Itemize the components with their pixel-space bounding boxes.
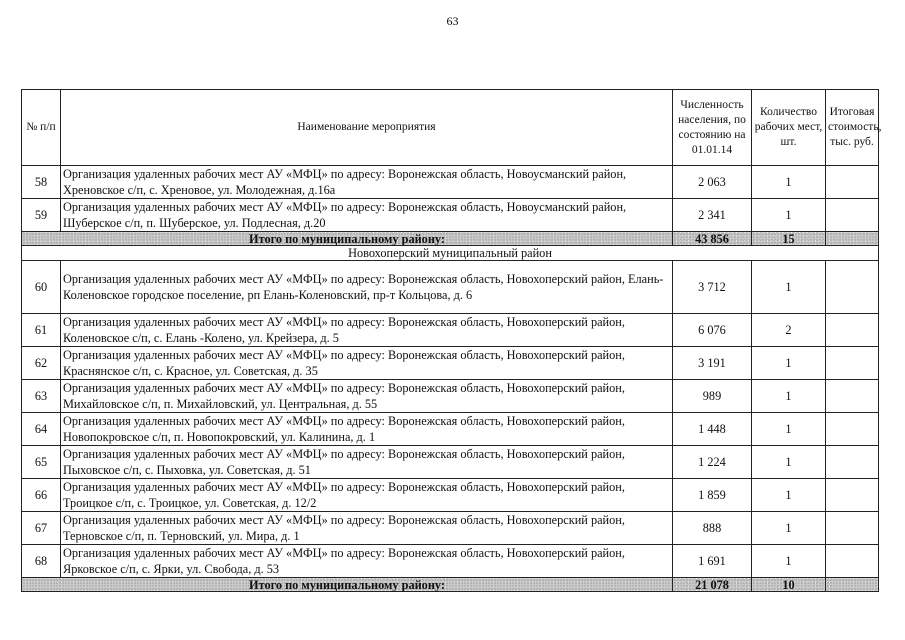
header-population: Численность населения, по состоянию на 01.01.14 [673, 90, 752, 166]
row-cost [826, 347, 879, 380]
row-num: 61 [22, 314, 61, 347]
total-workplaces: 15 [752, 232, 826, 246]
total-label: Итого по муниципальному району: [22, 232, 673, 246]
header-num: № п/п [22, 90, 61, 166]
row-population: 1 224 [673, 446, 752, 479]
row-name: Организация удаленных рабочих мест АУ «МФЦ» по адресу: Воронежская область, Новоусманский район, Хреновское с/п, с. Хреновое, ул. Молодежная, д.16а [61, 166, 673, 199]
table-row [22, 413, 879, 446]
row-workplaces: 1 [752, 199, 826, 232]
row-cost [826, 166, 879, 199]
row-name: Организация удаленных рабочих мест АУ «МФЦ» по адресу: Воронежская область, Новохоперский район, Пыховское с/п, с. Пыховка, ул. Советская, д. 51 [61, 446, 673, 479]
row-name: Организация удаленных рабочих мест АУ «МФЦ» по адресу: Воронежская область, Новохоперский район, Троицкое с/п, с. Троицкое, ул. Советская, д. 12/2 [61, 479, 673, 512]
row-num: 60 [22, 261, 61, 314]
table-row [22, 314, 879, 347]
row-cost [826, 261, 879, 314]
row-name: Организация удаленных рабочих мест АУ «МФЦ» по адресу: Воронежская область, Новохоперский район, Краснянское с/п, с. Красное, ул. Советская, д. 35 [61, 347, 673, 380]
table-row [22, 347, 879, 380]
total-label: Итого по муниципальному району: [22, 578, 673, 592]
page-number: 63 [446, 14, 459, 28]
row-cost [826, 512, 879, 545]
header-cost: Итоговая стоимость, тыс. руб. [826, 90, 879, 166]
row-name: Организация удаленных рабочих мест АУ «МФЦ» по адресу: Воронежская область, Новохоперский район, Ярковское с/п, с. Ярки, ул. Свобода, д. 53 [61, 545, 673, 578]
row-population: 3 191 [673, 347, 752, 380]
row-num: 62 [22, 347, 61, 380]
row-population: 1 691 [673, 545, 752, 578]
row-population: 2 341 [673, 199, 752, 232]
row-workplaces: 1 [752, 545, 826, 578]
measures-table [21, 89, 882, 592]
row-num: 67 [22, 512, 61, 545]
row-population: 888 [673, 512, 752, 545]
row-num: 64 [22, 413, 61, 446]
row-num: 58 [22, 166, 61, 199]
table-row [22, 199, 879, 232]
row-num: 68 [22, 545, 61, 578]
total-cost [826, 232, 879, 246]
row-workplaces: 1 [752, 512, 826, 545]
total-population: 43 856 [673, 232, 752, 246]
row-cost [826, 479, 879, 512]
district-title-row [22, 246, 879, 261]
table-row [22, 512, 879, 545]
row-cost [826, 199, 879, 232]
header-workplaces: Количество рабочих мест, шт. [752, 90, 826, 166]
table-row [22, 545, 879, 578]
district-total-row [22, 578, 879, 592]
row-population: 1 859 [673, 479, 752, 512]
row-num: 65 [22, 446, 61, 479]
row-workplaces: 1 [752, 479, 826, 512]
row-name: Организация удаленных рабочих мест АУ «МФЦ» по адресу: Воронежская область, Новохоперский район, Терновское с/п, п. Терновский, ул. Мира, д. 1 [61, 512, 673, 545]
row-name: Организация удаленных рабочих мест АУ «МФЦ» по адресу: Воронежская область, Новохоперский район, Коленовское с/п, с. Елань -Колено, ул. Крейзера, д. 5 [61, 314, 673, 347]
row-workplaces: 1 [752, 166, 826, 199]
row-name: Организация удаленных рабочих мест АУ «МФЦ» по адресу: Воронежская область, Новохоперский район, Елань-Коленовское городское поселение, рп Елань-Коленовский, пр-т Кольцова, д. 6 [61, 261, 673, 314]
row-population: 989 [673, 380, 752, 413]
row-num: 63 [22, 380, 61, 413]
total-workplaces: 10 [752, 578, 826, 592]
row-workplaces: 1 [752, 261, 826, 314]
table-row [22, 166, 879, 199]
row-name: Организация удаленных рабочих мест АУ «МФЦ» по адресу: Воронежская область, Новоусманский район, Шуберское с/п, п. Шуберское, ул. Подлесная, д.20 [61, 199, 673, 232]
table-header-row [22, 90, 879, 166]
total-population: 21 078 [673, 578, 752, 592]
table-row [22, 479, 879, 512]
row-name: Организация удаленных рабочих мест АУ «МФЦ» по адресу: Воронежская область, Новохоперский район, Новопокровское с/п, п. Новопокровский, ул. Калинина, д. 1 [61, 413, 673, 446]
row-name: Организация удаленных рабочих мест АУ «МФЦ» по адресу: Воронежская область, Новохоперский район, Михайловское с/п, п. Михайловский, ул. Центральная, д. 55 [61, 380, 673, 413]
table-row [22, 380, 879, 413]
header-name: Наименование мероприятия [61, 90, 673, 166]
row-workplaces: 1 [752, 380, 826, 413]
row-population: 3 712 [673, 261, 752, 314]
row-workplaces: 1 [752, 347, 826, 380]
district-title: Новохоперский муниципальный район [22, 246, 879, 261]
district-total-row [22, 232, 879, 246]
row-population: 2 063 [673, 166, 752, 199]
row-cost [826, 446, 879, 479]
row-workplaces: 1 [752, 446, 826, 479]
row-population: 6 076 [673, 314, 752, 347]
row-workplaces: 1 [752, 413, 826, 446]
row-num: 66 [22, 479, 61, 512]
row-population: 1 448 [673, 413, 752, 446]
table-row [22, 446, 879, 479]
row-num: 59 [22, 199, 61, 232]
row-cost [826, 413, 879, 446]
row-cost [826, 380, 879, 413]
row-workplaces: 2 [752, 314, 826, 347]
row-cost [826, 314, 879, 347]
table-row [22, 261, 879, 314]
row-cost [826, 545, 879, 578]
total-cost [826, 578, 879, 592]
